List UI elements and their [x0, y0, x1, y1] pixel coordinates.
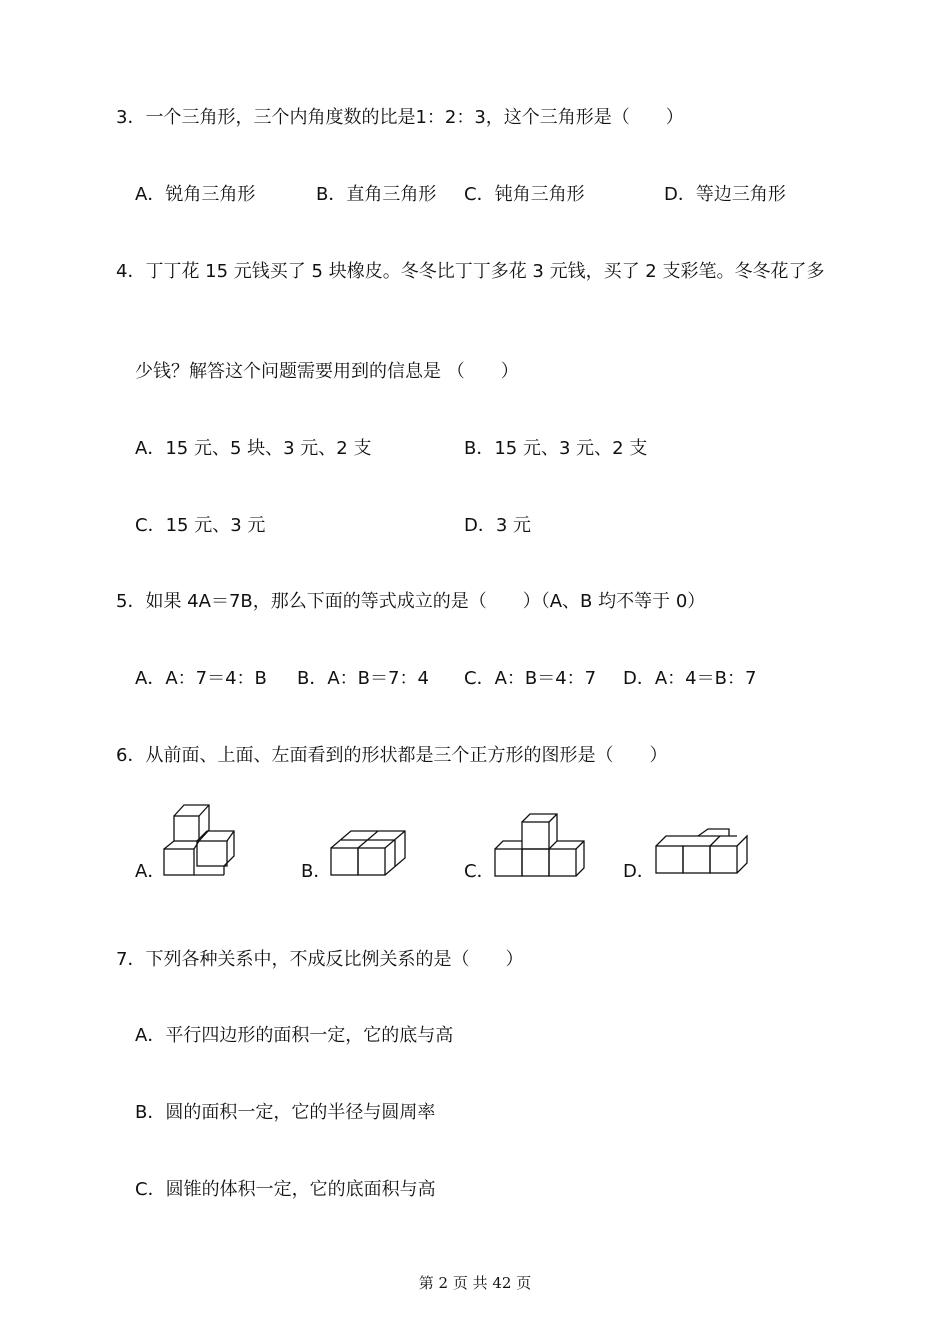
question-4-option-b[interactable]: B．15 元、3 元、2 支: [464, 438, 648, 459]
question-5-option-c[interactable]: C．A：B＝4：7: [464, 668, 597, 689]
question-5-option-a[interactable]: A．A：7＝4：B: [135, 668, 267, 689]
question-6-option-d[interactable]: D．: [623, 861, 655, 882]
question-7-option-c[interactable]: C．圆锥的体积一定，它的底面积与高: [135, 1179, 436, 1200]
question-7-stem: 7．下列各种关系中，不成反比例关系的是（ ）: [116, 949, 524, 970]
page-footer: 第 2 页 共 42 页: [418, 1274, 532, 1292]
question-3-option-d[interactable]: D．等边三角形: [664, 184, 786, 205]
question-6-stem: 6．从前面、上面、左面看到的形状都是三个正方形的图形是（ ）: [116, 745, 668, 766]
cube-figure-d: [653, 826, 753, 881]
question-4-option-c[interactable]: C．15 元、3 元: [135, 515, 266, 536]
question-3-option-c[interactable]: C．钝角三角形: [464, 184, 585, 205]
question-5-stem: 5．如果 4A＝7B，那么下面的等式成立的是（ ）（A、B 均不等于 0）: [116, 591, 706, 612]
question-3-stem: 3．一个三角形，三个内角度数的比是1：2：3，这个三角形是（ ）: [116, 107, 684, 128]
question-4-option-a[interactable]: A．15 元、5 块、3 元、2 支: [135, 438, 372, 459]
question-4-stem-line-1: 4．丁丁花 15 元钱买了 5 块橡皮。冬冬比丁丁多花 3 元钱，买了 2 支彩笔。冬冬花了多: [116, 261, 825, 282]
question-5-option-b[interactable]: B．A：B＝7：4: [297, 668, 429, 689]
question-3-option-a[interactable]: A．锐角三角形: [135, 184, 256, 205]
question-6-option-c[interactable]: C．: [464, 861, 495, 882]
question-6-option-b[interactable]: B．: [301, 861, 332, 882]
question-4-option-d[interactable]: D．3 元: [464, 515, 532, 536]
question-6-option-a[interactable]: A．: [135, 861, 166, 882]
cube-figure-b: [328, 828, 413, 883]
question-7-option-b[interactable]: B．圆的面积一定，它的半径与圆周率: [135, 1102, 436, 1123]
question-4-stem-line-2: 少钱？解答这个问题需要用到的信息是 （ ）: [135, 361, 519, 382]
question-5-option-d[interactable]: D．A：4＝B：7: [623, 668, 757, 689]
question-3-option-b[interactable]: B．直角三角形: [316, 184, 437, 205]
cube-figure-a: [162, 803, 242, 878]
question-7-option-a[interactable]: A．平行四边形的面积一定，它的底与高: [135, 1025, 454, 1046]
cube-figure-c: [491, 812, 586, 882]
